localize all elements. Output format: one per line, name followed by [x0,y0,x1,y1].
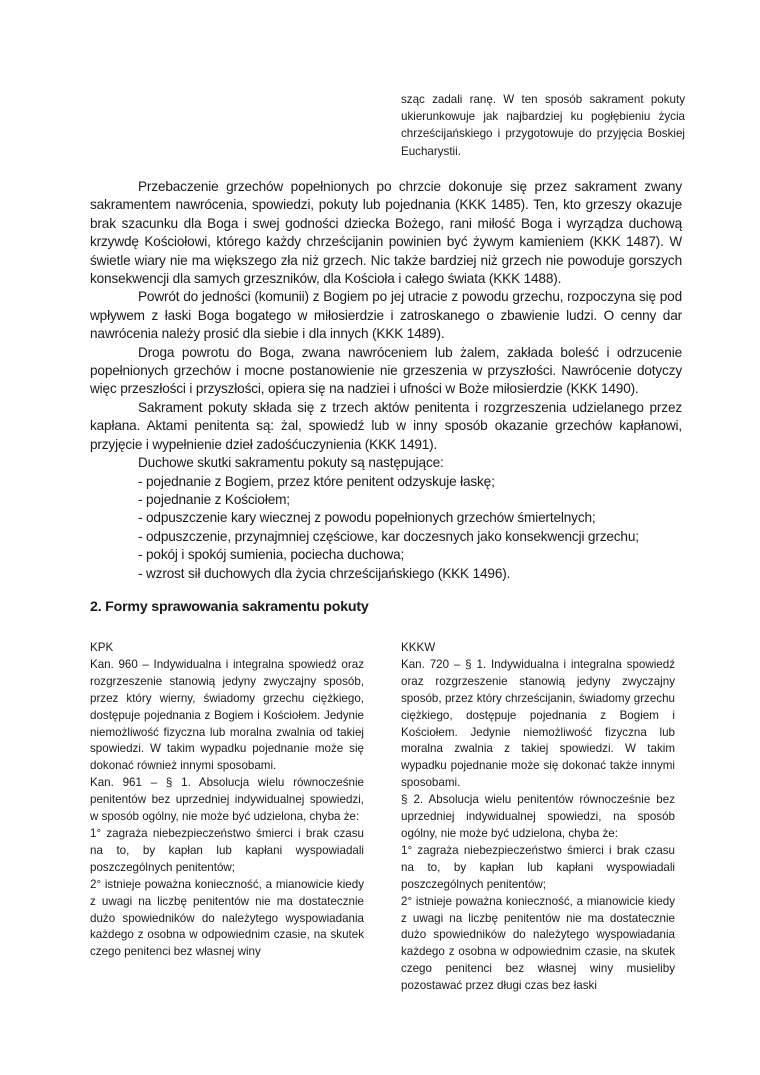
effects-list-item: - odpuszczenie kary wiecznej z powodu popełnionych grzechów śmiertelnych; [138,510,596,526]
continued-paragraph [401,91,685,160]
section-heading: 2. Formy sprawowania sakramentu pokuty [90,599,369,615]
canon-paragraph: 2° istnieje poważna konieczność, a mianowicie kiedy z uwagi na liczbę penitentów nie ma dostatecznie dużo spowiedników do należytego wyspowiadania każdego z osobna w odpowiednim czasie, na skutek czego penitenci bez własnej winy [90,877,364,959]
column-label: KKKW [401,641,436,654]
column-kkkw [401,640,675,995]
column-kpk [90,640,364,961]
paragraph-acts-of-penitent: Sakrament pokuty składa się z trzech aktów penitenta i rozgrzeszenia udzielanego przez kapłana. Aktami penitenta są: żal, spowiedź lub w inny sposób okazanie grzechów kapłanowi, przyjęcie i wypełnienie dzieł zadośćuczynienia (KKK 1491). [90,399,682,452]
effects-list [90,473,682,583]
effects-list-item: - odpuszczenie, przynajmniej częściowe, kar doczesnych jako konsekwencji grzechu; [138,528,639,544]
main-text [90,178,682,583]
canon-paragraph: 1° zagraża niebezpieczeństwo śmierci i brak czasu na to, by kapłan lub kapłani wyspowiadali poszczególnych penitentów; [401,843,675,891]
paragraph-effects-intro: Duchowe skutki sakramentu pokuty są następujące: [138,455,444,471]
canon-paragraph: § 2. Absolucja wielu penitentów równocześnie bez uprzedniej indywidualnej spowiedzi, na sposób ogólny, nie może być udzielona, chyba że: [401,793,675,840]
canon-paragraph: 2° istnieje poważna konieczność, a mianowicie kiedy z uwagi na liczbę penitentów nie ma dostatecznie dużo spowiedników do należytego wyspowiadania każdego z osobna w odpowiednim czasie, na skutek czego penitenci bez własnej winy musieliby pozostawać przez długi czas bez łaski [401,894,675,993]
effects-list-item: - wzrost sił duchowych dla życia chrześcijańskiego (KKK 1496). [138,565,511,581]
canon-paragraph: Kan. 961 – § 1. Absolucja wielu równocześnie penitentów bez uprzedniej indywidualnej spowiedzi, w sposób ogólny, nie może być udzielona, chyba że: [90,776,364,824]
effects-list-item: - pojednanie z Bogiem, przez które penitent odzyskuje łaskę; [138,473,495,489]
canon-paragraph: 1° zagraża niebezpieczeństwo śmierci i brak czasu na to, by kapłan lub kapłani wyspowiadali poszczególnych penitentów; [90,826,364,874]
paragraph-return-to-unity: Powrót do jedności (komunii) z Bogiem po jej utracie z powodu grzechu, rozpoczyna się pod wpływem z łaski Boga bogatego w miłosierdzie i zatroskanego o zbawienie ludzi. O cenny dar nawrócenia należy prosić dla siebie i dla innych (KKK 1489). [90,289,682,342]
column-label: KPK [90,641,114,654]
continued-text: sząc zadali ranę. W ten sposób sakrament pokuty ukierunkowuje jak najbardziej ku pogłębieniu życia chrześcijańskiego i przygotowuje do przyjęcia Boskiej Eucharystii. [401,93,685,158]
canon-paragraph: Kan. 720 – § 1. Indywidualna i integralna spowiedź oraz rozgrzeszenie stanowią jedyny zwyczajny sposób, przez który chrześcijanin, świadomy grzechu ciężkiego, dostępuje pojednania z Bogiem i Kościołem. Jedynie niemożliwość fizyczna lub moralna zwalnia z takiej spowiedzi. W takim wypadku pojednanie może się dokonać także innymi sposobami. [401,657,675,790]
paragraph-conversion: Droga powrotu do Boga, zwana nawróceniem lub żalem, zakłada boleść i odrzucenie popełnionych grzechów i mocne postanowienie nie grzeszenia w przyszłości. Nawrócenie dotyczy więc przeszłości i przyszłości, opiera się na nadziei i ufności w Boże miłosierdzie (KKK 1490). [90,344,682,397]
paragraph-forgiveness: Przebaczenie grzechów popełnionych po chrzcie dokonuje się przez sakrament zwany sakramentem nawrócenia, spowiedzi, pokuty lub pojednania (KKK 1485). Ten, kto grzeszy okazuje brak szacunku dla Boga i swej godności dziecka Bożego, rani miłość Boga i wyrządza duchową krzywdę Kościołowi, którego każdy chrześcijanin powinien być żywym kamieniem (KKK 1487). W świetle wiary nie ma większego zła niż grzech. Nic także bardziej niż grzech nie powoduje gorszych konsekwencji dla samych grzeszników, dla Kościoła i całego świata (KKK 1488). [90,179,682,287]
canon-paragraph: Kan. 960 – Indywidualna i integralna spowiedź oraz rozgrzeszenie stanowią jedyny zwyczajny sposób, przez który wierny, świadomy grzechu ciężkiego, dostępuje pojednania z Bogiem i Kościołem. Jedynie niemożliwość fizyczna lub moralna zwalnia od takiej spowiedzi. W takim wypadku pojednanie może się dokonać również innymi sposobami. [90,657,364,773]
effects-list-item: - pokój i spokój sumienia, pociecha duchowa; [138,547,405,563]
effects-list-item: - pojednanie z Kościołem; [138,491,290,507]
